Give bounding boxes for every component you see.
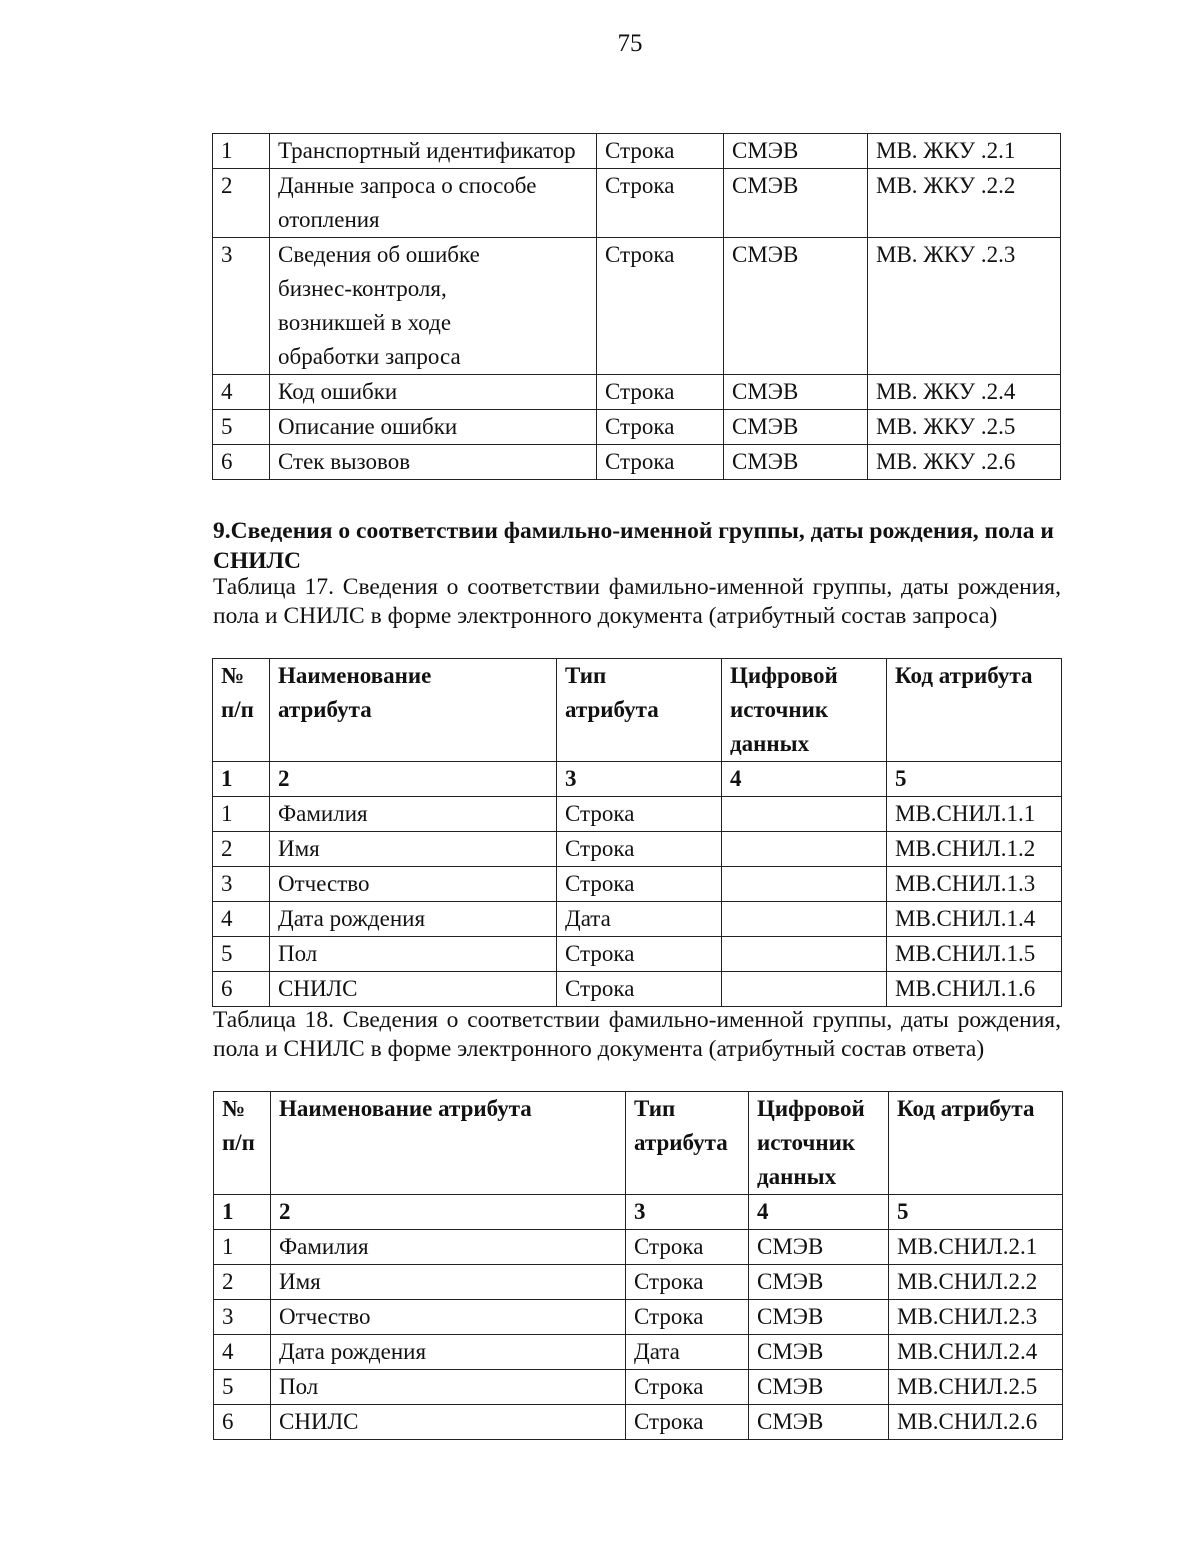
- attribute-name-cell: Стек вызовов: [270, 445, 597, 480]
- column-header: № п/п: [213, 659, 270, 762]
- row-number-cell: 2: [213, 169, 270, 238]
- attribute-code-cell: МВ.СНИЛ.2.3: [889, 1300, 1063, 1335]
- table-row: [214, 1300, 1063, 1335]
- row-number-cell: 5: [214, 1370, 271, 1405]
- data-source-cell: [722, 797, 887, 832]
- row-number-cell: 1: [213, 797, 270, 832]
- data-source-cell: СМЭВ: [749, 1300, 889, 1335]
- attribute-name-cell: Данные запроса о способе отопления: [270, 169, 597, 238]
- row-number-cell: 1: [213, 134, 270, 169]
- column-number-row: [214, 1195, 1063, 1230]
- attribute-code-cell: МВ.СНИЛ.1.4: [887, 902, 1062, 937]
- table-row: [214, 1230, 1063, 1265]
- column-header: Наименование атрибута: [271, 1092, 626, 1195]
- row-number-cell: 3: [214, 1300, 271, 1335]
- attribute-type-cell: Строка: [597, 445, 724, 480]
- attribute-code-cell: МВ. ЖКУ .2.2: [868, 169, 1061, 238]
- attribute-code-cell: МВ.СНИЛ.2.2: [889, 1265, 1063, 1300]
- data-source-cell: СМЭВ: [724, 238, 868, 375]
- attribute-name-cell: Описание ошибки: [270, 410, 597, 445]
- table-18: [213, 1091, 1063, 1440]
- row-number-cell: 3: [213, 238, 270, 375]
- attribute-name-cell: Транспортный идентификатор: [270, 134, 597, 169]
- attribute-type-cell: Строка: [597, 375, 724, 410]
- attribute-name-cell: СНИЛС: [271, 1405, 626, 1440]
- attribute-name-cell: Фамилия: [271, 1230, 626, 1265]
- attribute-code-cell: МВ.СНИЛ.1.2: [887, 832, 1062, 867]
- attribute-type-cell: Строка: [597, 238, 724, 375]
- table-18-caption: Таблица 18. Сведения о соответствии фамильно-именной группы, даты рождения, пола и СНИЛС в форме электронного документа (атрибутный состав ответа): [213, 1007, 1061, 1062]
- attribute-type-cell: Дата: [557, 902, 722, 937]
- attribute-type-cell: Строка: [597, 134, 724, 169]
- column-number: 4: [722, 762, 887, 797]
- attribute-name-cell: Пол: [270, 937, 557, 972]
- data-source-cell: СМЭВ: [724, 410, 868, 445]
- attribute-code-cell: МВ. ЖКУ .2.6: [868, 445, 1061, 480]
- attribute-code-cell: МВ.СНИЛ.1.6: [887, 972, 1062, 1007]
- table-row: [213, 169, 1061, 238]
- data-source-cell: СМЭВ: [724, 134, 868, 169]
- row-number-cell: 6: [213, 445, 270, 480]
- attributes-table-continued: [212, 133, 1061, 480]
- row-number-cell: 6: [213, 972, 270, 1007]
- attribute-type-cell: Строка: [557, 937, 722, 972]
- data-source-cell: [722, 867, 887, 902]
- table-row: [213, 937, 1062, 972]
- column-header: Код атрибута: [887, 659, 1062, 762]
- attribute-type-cell: Дата: [626, 1335, 749, 1370]
- data-source-cell: СМЭВ: [724, 169, 868, 238]
- attribute-code-cell: МВ. ЖКУ .2.4: [868, 375, 1061, 410]
- table-row: [213, 134, 1061, 169]
- table-row: [214, 1370, 1063, 1405]
- attribute-type-cell: Строка: [626, 1265, 749, 1300]
- data-source-cell: СМЭВ: [749, 1405, 889, 1440]
- table-row: [213, 238, 1061, 375]
- attribute-code-cell: МВ.СНИЛ.2.6: [889, 1405, 1063, 1440]
- column-number: 5: [887, 762, 1062, 797]
- attribute-type-cell: Строка: [626, 1230, 749, 1265]
- attribute-name-cell: Пол: [271, 1370, 626, 1405]
- attribute-name-cell: Имя: [270, 832, 557, 867]
- attribute-code-cell: МВ. ЖКУ .2.3: [868, 238, 1061, 375]
- data-source-cell: [722, 937, 887, 972]
- attribute-name-cell: СНИЛС: [270, 972, 557, 1007]
- attribute-name-cell: Фамилия: [270, 797, 557, 832]
- column-header: Тип атрибута: [557, 659, 722, 762]
- attribute-code-cell: МВ.СНИЛ.1.5: [887, 937, 1062, 972]
- row-number-cell: 4: [213, 375, 270, 410]
- attribute-code-cell: МВ. ЖКУ .2.5: [868, 410, 1061, 445]
- attribute-type-cell: Строка: [597, 410, 724, 445]
- row-number-cell: 4: [213, 902, 270, 937]
- column-number: 4: [749, 1195, 889, 1230]
- column-number: 3: [557, 762, 722, 797]
- data-source-cell: СМЭВ: [749, 1370, 889, 1405]
- attribute-type-cell: Строка: [597, 169, 724, 238]
- data-source-cell: [722, 972, 887, 1007]
- row-number-cell: 5: [213, 410, 270, 445]
- attribute-type-cell: Строка: [557, 797, 722, 832]
- table-row: [213, 410, 1061, 445]
- data-source-cell: СМЭВ: [749, 1265, 889, 1300]
- table-row: [213, 445, 1061, 480]
- table-row: [213, 832, 1062, 867]
- row-number-cell: 2: [214, 1265, 271, 1300]
- attribute-type-cell: Строка: [626, 1405, 749, 1440]
- data-source-cell: [722, 902, 887, 937]
- column-number: 5: [889, 1195, 1063, 1230]
- column-header: Тип атрибута: [626, 1092, 749, 1195]
- column-number: 2: [271, 1195, 626, 1230]
- attribute-code-cell: МВ.СНИЛ.2.4: [889, 1335, 1063, 1370]
- attribute-name-cell: Отчество: [271, 1300, 626, 1335]
- column-number-row: [213, 762, 1062, 797]
- attribute-code-cell: МВ.СНИЛ.2.1: [889, 1230, 1063, 1265]
- attribute-name-cell: Дата рождения: [270, 902, 557, 937]
- data-source-cell: СМЭВ: [724, 375, 868, 410]
- attribute-code-cell: МВ. ЖКУ .2.1: [868, 134, 1061, 169]
- attribute-code-cell: МВ.СНИЛ.2.5: [889, 1370, 1063, 1405]
- column-number: 2: [270, 762, 557, 797]
- data-source-cell: СМЭВ: [724, 445, 868, 480]
- row-number-cell: 5: [213, 937, 270, 972]
- table-row: [213, 902, 1062, 937]
- column-header: № п/п: [214, 1092, 271, 1195]
- attribute-type-cell: Строка: [557, 972, 722, 1007]
- attribute-name-cell: Код ошибки: [270, 375, 597, 410]
- attribute-type-cell: Строка: [626, 1300, 749, 1335]
- section-heading: 9.Сведения о соответствии фамильно-именной группы, даты рождения, пола и СНИЛС: [213, 518, 1054, 574]
- data-source-cell: СМЭВ: [749, 1230, 889, 1265]
- table-row: [214, 1335, 1063, 1370]
- row-number-cell: 4: [214, 1335, 271, 1370]
- table-17-caption: Таблица 17. Сведения о соответствии фамильно-именной группы, даты рождения, пола и СНИЛС в форме электронного документа (атрибутный состав запроса): [213, 574, 1061, 629]
- attribute-name-cell: Дата рождения: [271, 1335, 626, 1370]
- attribute-name-cell: Имя: [271, 1265, 626, 1300]
- column-header: Код атрибута: [889, 1092, 1063, 1195]
- data-source-cell: [722, 832, 887, 867]
- data-source-cell: СМЭВ: [749, 1335, 889, 1370]
- column-header: Цифровой источник данных: [749, 1092, 889, 1195]
- attribute-type-cell: Строка: [557, 832, 722, 867]
- table-row: [213, 375, 1061, 410]
- row-number-cell: 1: [214, 1230, 271, 1265]
- attribute-name-cell: Отчество: [270, 867, 557, 902]
- attribute-type-cell: Строка: [626, 1370, 749, 1405]
- column-header: Цифровой источник данных: [722, 659, 887, 762]
- column-header: Наименование атрибута: [270, 659, 557, 762]
- table-row: [213, 867, 1062, 902]
- row-number-cell: 2: [213, 832, 270, 867]
- table-row: [213, 972, 1062, 1007]
- attribute-code-cell: МВ.СНИЛ.1.1: [887, 797, 1062, 832]
- table-row: [214, 1405, 1063, 1440]
- table-17: [212, 658, 1062, 1007]
- column-number: 1: [213, 762, 270, 797]
- column-number: 3: [626, 1195, 749, 1230]
- page-number: 75: [617, 30, 643, 57]
- table-header-row: [213, 659, 1062, 762]
- attribute-name-cell: Сведения об ошибке бизнес-контроля, возникшей в ходе обработки запроса: [270, 238, 597, 375]
- row-number-cell: 3: [213, 867, 270, 902]
- table-header-row: [214, 1092, 1063, 1195]
- attribute-code-cell: МВ.СНИЛ.1.3: [887, 867, 1062, 902]
- attribute-type-cell: Строка: [557, 867, 722, 902]
- row-number-cell: 6: [214, 1405, 271, 1440]
- table-row: [213, 797, 1062, 832]
- table-row: [214, 1265, 1063, 1300]
- column-number: 1: [214, 1195, 271, 1230]
